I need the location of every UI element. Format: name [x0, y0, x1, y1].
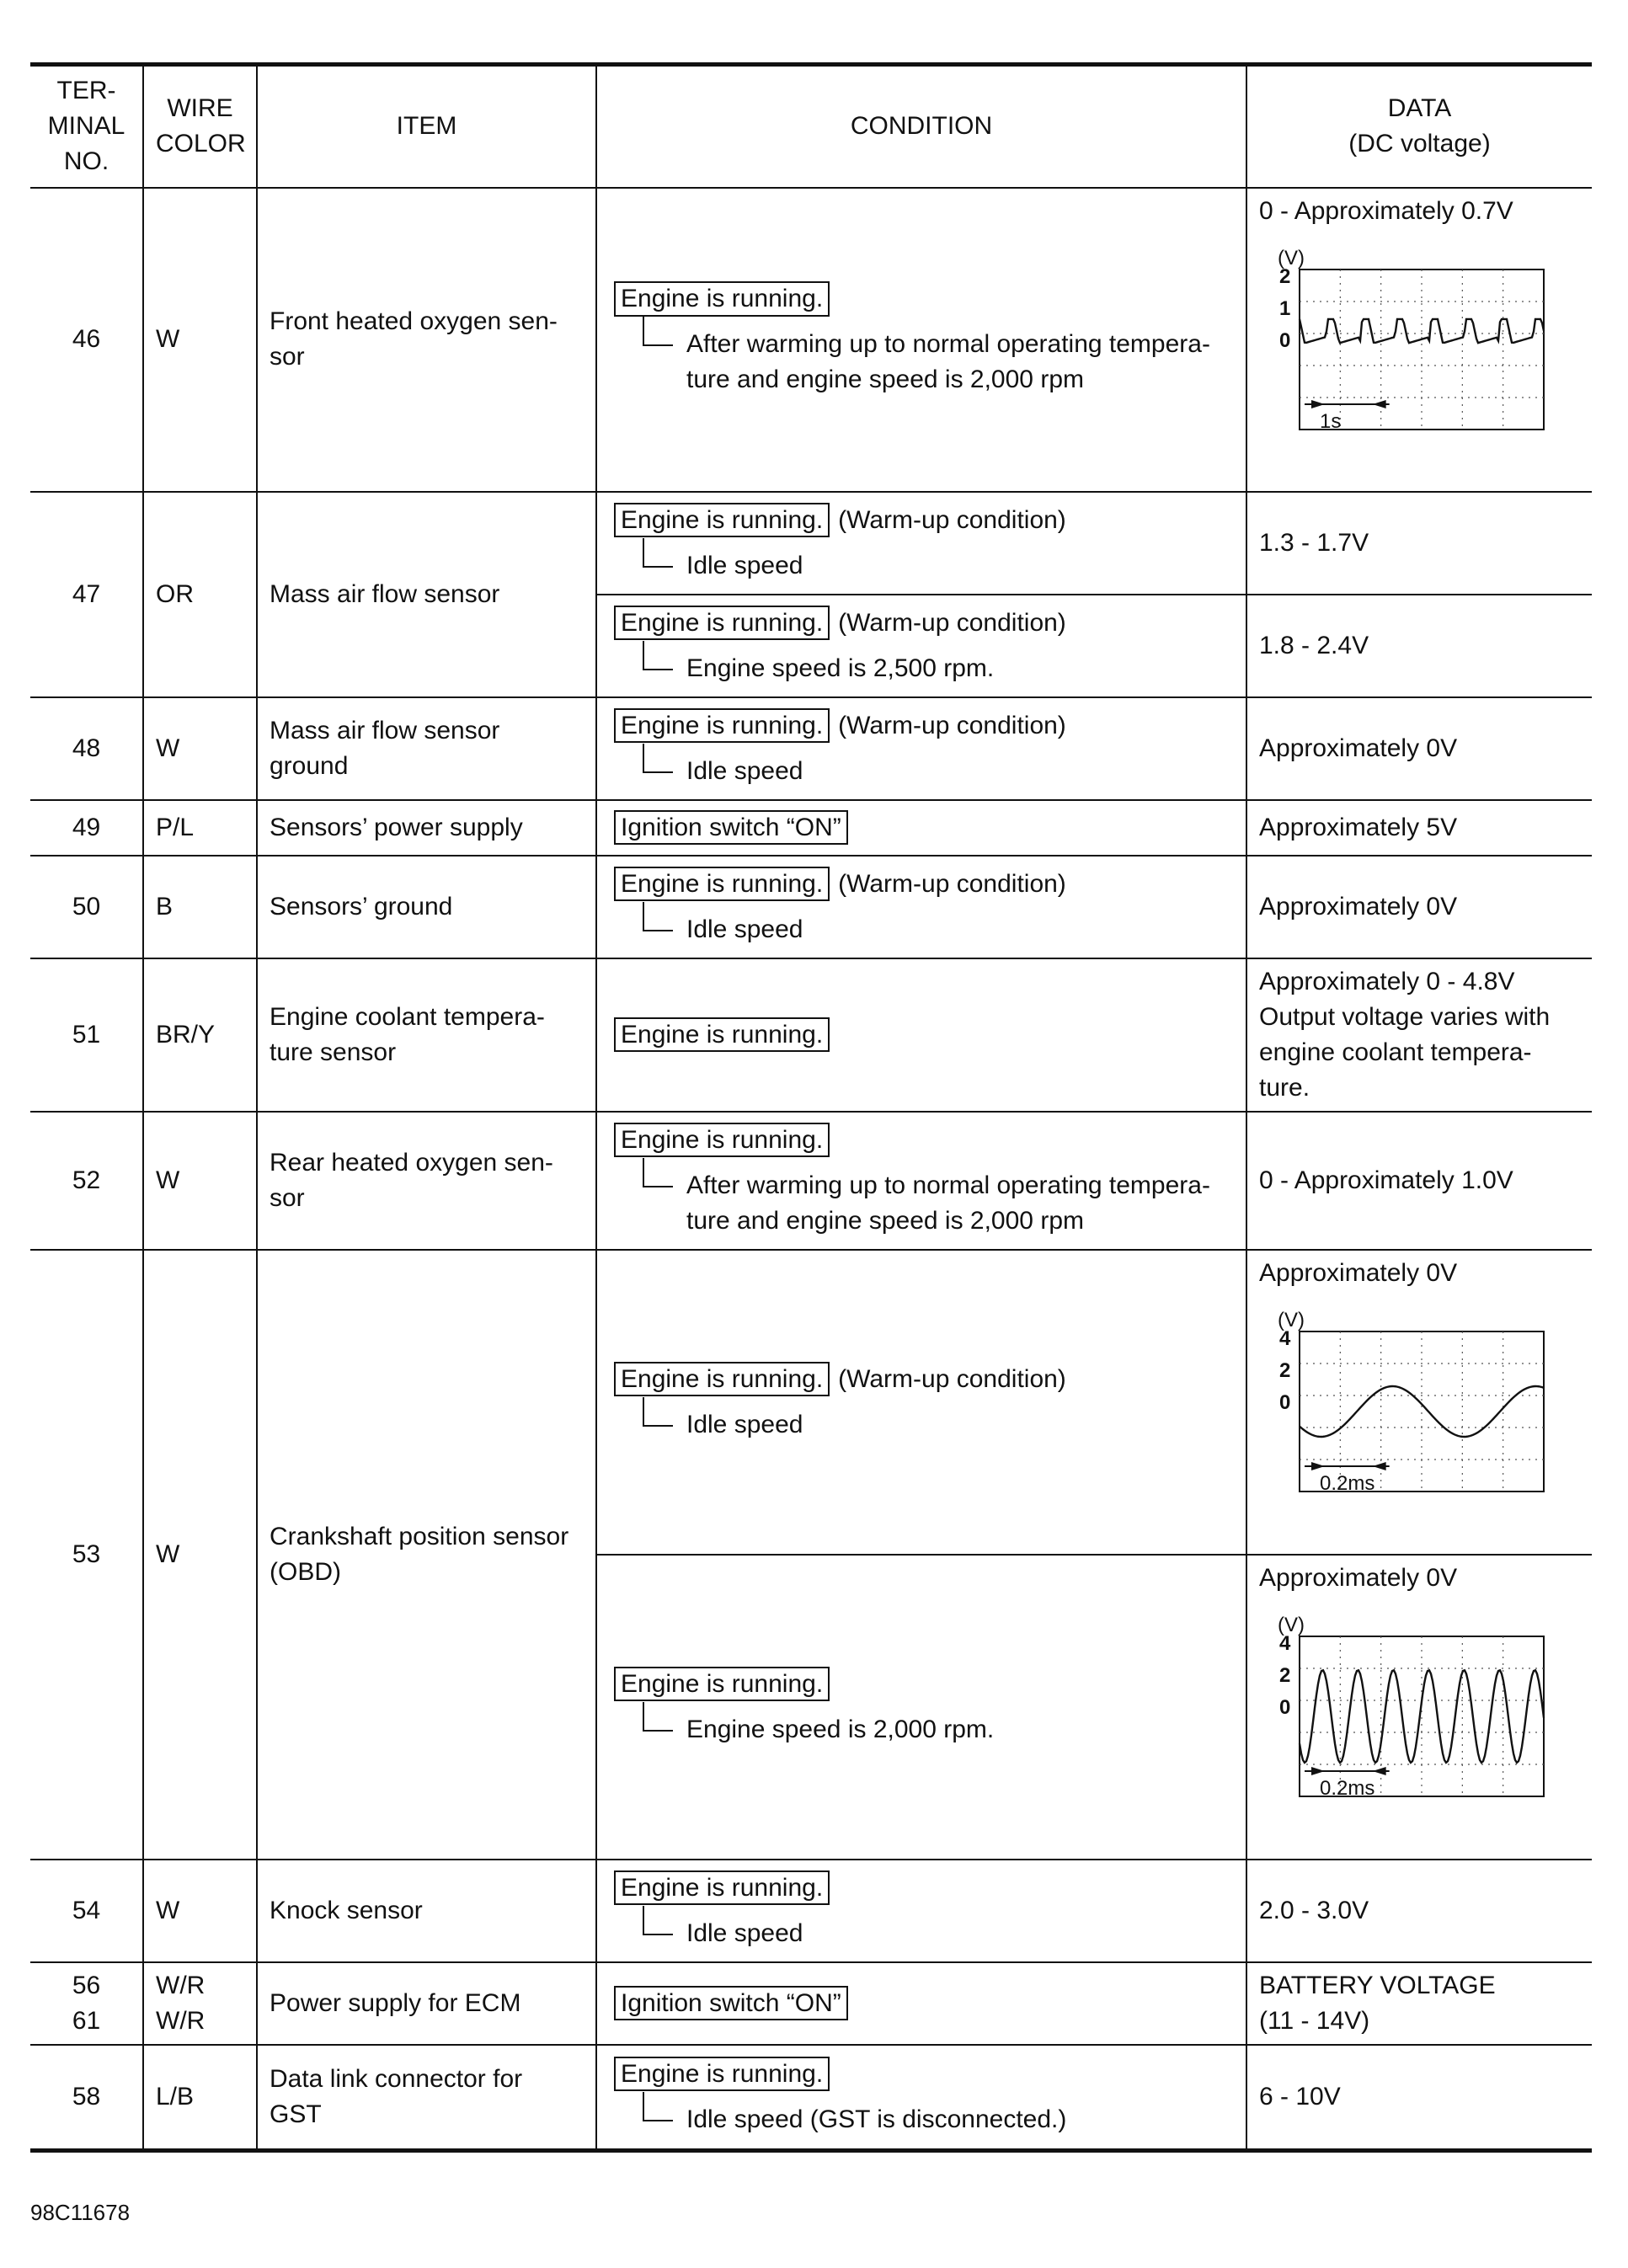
data-value: Approximately 0V [1259, 892, 1458, 921]
data-value: 1.3 - 1.7V [1259, 528, 1369, 557]
wire-color: W [143, 1860, 257, 1962]
wire-color: W [143, 188, 257, 492]
wire-color: P/L [143, 800, 257, 856]
condition-line [614, 1123, 1234, 1158]
condition-cell [596, 1112, 1246, 1250]
pinout-table-sheet [30, 62, 1592, 2153]
condition-box: Engine is running. [614, 2057, 830, 2092]
ecm-terminal-table [30, 62, 1592, 2153]
condition-line [614, 1986, 1234, 2021]
waveform-figure [1259, 244, 1545, 446]
condition-detail: Idle speed [643, 548, 1234, 584]
table-row [30, 2045, 1592, 2151]
header-terminal-no: TER- MINAL NO. [30, 65, 143, 188]
graph-y-tick: 4 [1279, 1326, 1291, 1350]
data-cell [1246, 492, 1592, 595]
condition-detail: Engine speed is 2,500 rpm. [643, 651, 1234, 686]
condition-box: Ignition switch “ON” [614, 1986, 848, 2021]
data-value: 0 - Approximately 1.0V [1259, 1166, 1513, 1194]
item-name: Mass air flow sensor ground [257, 697, 596, 800]
data-cell [1246, 800, 1592, 856]
wire-color: W/R W/R [143, 1962, 257, 2045]
data-cell [1246, 595, 1592, 697]
terminal-number: 54 [30, 1860, 143, 1962]
item-name: Sensors’ power supply [257, 800, 596, 856]
condition-line [614, 2057, 1234, 2092]
header-data: DATA (DC voltage) [1246, 65, 1592, 188]
table-row [30, 1250, 1592, 1555]
data-value: 6 - 10V [1259, 2082, 1341, 2111]
data-value: 0 - Approximately 0.7V [1259, 196, 1513, 225]
wire-color: OR [143, 492, 257, 697]
table-row [30, 1962, 1592, 2045]
table-row [30, 958, 1592, 1112]
graph-time-division: 0.2ms [1320, 1471, 1375, 1495]
data-value: Approximately 0V [1259, 1258, 1458, 1287]
data-cell [1246, 2045, 1592, 2151]
wire-color: B [143, 856, 257, 958]
condition-detail: Idle speed [643, 912, 1234, 947]
table-row [30, 1112, 1592, 1250]
data-value: Approximately 5V [1259, 813, 1458, 841]
graph-time-division: 1s [1320, 409, 1342, 433]
data-value: Approximately 0V [1259, 1563, 1458, 1592]
graph-y-tick: 1 [1279, 296, 1291, 320]
figure-code: 98C11678 [30, 2200, 131, 2225]
condition-qualifier: (Warm-up condition) [838, 608, 1066, 637]
terminal-number: 50 [30, 856, 143, 958]
condition-detail: Idle speed (GST is disconnected.) [643, 2102, 1234, 2137]
condition-line [614, 708, 1234, 744]
header-item: ITEM [257, 65, 596, 188]
header-row [30, 65, 1592, 188]
condition-cell [596, 800, 1246, 856]
waveform-figure [1259, 1611, 1545, 1813]
condition-box: Engine is running. [614, 708, 830, 744]
data-cell [1246, 697, 1592, 800]
graph-y-tick: 2 [1279, 1358, 1291, 1382]
data-cell [1246, 1250, 1592, 1555]
condition-line [614, 867, 1234, 902]
condition-cell [596, 1860, 1246, 1962]
condition-cell [596, 188, 1246, 492]
data-cell [1246, 856, 1592, 958]
waveform-figure [1259, 1306, 1545, 1508]
condition-box: Ignition switch “ON” [614, 810, 848, 846]
graph-y-tick: 0 [1279, 1390, 1291, 1414]
condition-cell [596, 492, 1246, 595]
table-row [30, 492, 1592, 595]
terminal-number: 53 [30, 1250, 143, 1860]
condition-line [614, 810, 1234, 846]
condition-qualifier: (Warm-up condition) [838, 1364, 1066, 1393]
header-wire-color: WIRE COLOR [143, 65, 257, 188]
table-row [30, 800, 1592, 856]
data-cell [1246, 1860, 1592, 1962]
data-cell [1246, 1555, 1592, 1860]
item-name: Engine coolant tempera- ture sensor [257, 958, 596, 1112]
condition-line [614, 1017, 1234, 1053]
condition-line [614, 281, 1234, 317]
data-value: Approximately 0 - 4.8V Output voltage varies with engine coolant tempera- ture. [1259, 967, 1551, 1102]
item-name: Knock sensor [257, 1860, 596, 1962]
condition-box: Engine is running. [614, 1017, 830, 1053]
condition-cell [596, 1555, 1246, 1860]
terminal-number: 51 [30, 958, 143, 1112]
graph-y-tick: 2 [1279, 1663, 1291, 1687]
wire-color: BR/Y [143, 958, 257, 1112]
item-name: Front heated oxygen sen- sor [257, 188, 596, 492]
item-name: Crankshaft position sensor (OBD) [257, 1250, 596, 1860]
condition-box: Engine is running. [614, 1667, 830, 1702]
graph-y-tick: 4 [1279, 1631, 1291, 1655]
item-name: Sensors’ ground [257, 856, 596, 958]
item-name: Power supply for ECM [257, 1962, 596, 2045]
condition-cell [596, 958, 1246, 1112]
wire-color: W [143, 1112, 257, 1250]
data-cell [1246, 188, 1592, 492]
table-row [30, 856, 1592, 958]
condition-cell [596, 595, 1246, 697]
condition-detail: Idle speed [643, 1916, 1234, 1951]
graph-units: (V) [1278, 1613, 1305, 1636]
graph-y-tick: 2 [1279, 264, 1291, 288]
item-name: Data link connector for GST [257, 2045, 596, 2151]
waveform-graph [1259, 1611, 1545, 1813]
wire-color: W [143, 1250, 257, 1860]
condition-cell [596, 1962, 1246, 2045]
graph-time-division: 0.2ms [1320, 1776, 1375, 1800]
condition-box: Engine is running. [614, 1870, 830, 1906]
condition-line [614, 503, 1234, 538]
terminal-number: 52 [30, 1112, 143, 1250]
condition-qualifier: (Warm-up condition) [838, 505, 1066, 534]
condition-detail: After warming up to normal operating tempera- ture and engine speed is 2,000 rpm [643, 327, 1234, 398]
wire-color: W [143, 697, 257, 800]
table-row [30, 697, 1592, 800]
condition-cell [596, 697, 1246, 800]
data-cell [1246, 1112, 1592, 1250]
terminal-number: 56 61 [30, 1962, 143, 2045]
condition-box: Engine is running. [614, 1123, 830, 1158]
waveform-trace [1300, 1386, 1544, 1437]
condition-box: Engine is running. [614, 606, 830, 641]
data-value: 2.0 - 3.0V [1259, 1896, 1369, 1924]
header-condition: CONDITION [596, 65, 1246, 188]
data-value: BATTERY VOLTAGE (11 - 14V) [1259, 1971, 1496, 2035]
item-name: Rear heated oxygen sen- sor [257, 1112, 596, 1250]
graph-y-tick: 0 [1279, 328, 1291, 352]
condition-line [614, 606, 1234, 641]
wire-color: L/B [143, 2045, 257, 2151]
terminal-number: 48 [30, 697, 143, 800]
condition-box: Engine is running. [614, 281, 830, 317]
condition-line [614, 1870, 1234, 1906]
data-cell [1246, 958, 1592, 1112]
condition-detail: Engine speed is 2,000 rpm. [643, 1712, 1234, 1748]
terminal-number: 58 [30, 2045, 143, 2151]
condition-cell [596, 1250, 1246, 1555]
data-value: 1.8 - 2.4V [1259, 631, 1369, 659]
graph-units: (V) [1278, 246, 1305, 269]
condition-box: Engine is running. [614, 503, 830, 538]
condition-qualifier: (Warm-up condition) [838, 869, 1066, 898]
condition-detail: Idle speed [643, 1407, 1234, 1443]
condition-detail: After warming up to normal operating tempera- ture and engine speed is 2,000 rpm [643, 1168, 1234, 1239]
graph-units: (V) [1278, 1308, 1305, 1331]
data-cell [1246, 1962, 1592, 2045]
item-name: Mass air flow sensor [257, 492, 596, 697]
condition-box: Engine is running. [614, 1362, 830, 1397]
waveform-graph [1259, 244, 1545, 446]
condition-cell [596, 856, 1246, 958]
condition-detail: Idle speed [643, 754, 1234, 789]
terminal-number: 49 [30, 800, 143, 856]
condition-qualifier: (Warm-up condition) [838, 711, 1066, 739]
waveform-graph [1259, 1306, 1545, 1508]
table-row [30, 1860, 1592, 1962]
condition-line [614, 1362, 1234, 1397]
table-row [30, 188, 1592, 492]
condition-line [614, 1667, 1234, 1702]
condition-cell [596, 2045, 1246, 2151]
terminal-number: 46 [30, 188, 143, 492]
condition-box: Engine is running. [614, 867, 830, 902]
table-body [30, 188, 1592, 2151]
terminal-number: 47 [30, 492, 143, 697]
data-value: Approximately 0V [1259, 734, 1458, 762]
graph-y-tick: 0 [1279, 1695, 1291, 1719]
